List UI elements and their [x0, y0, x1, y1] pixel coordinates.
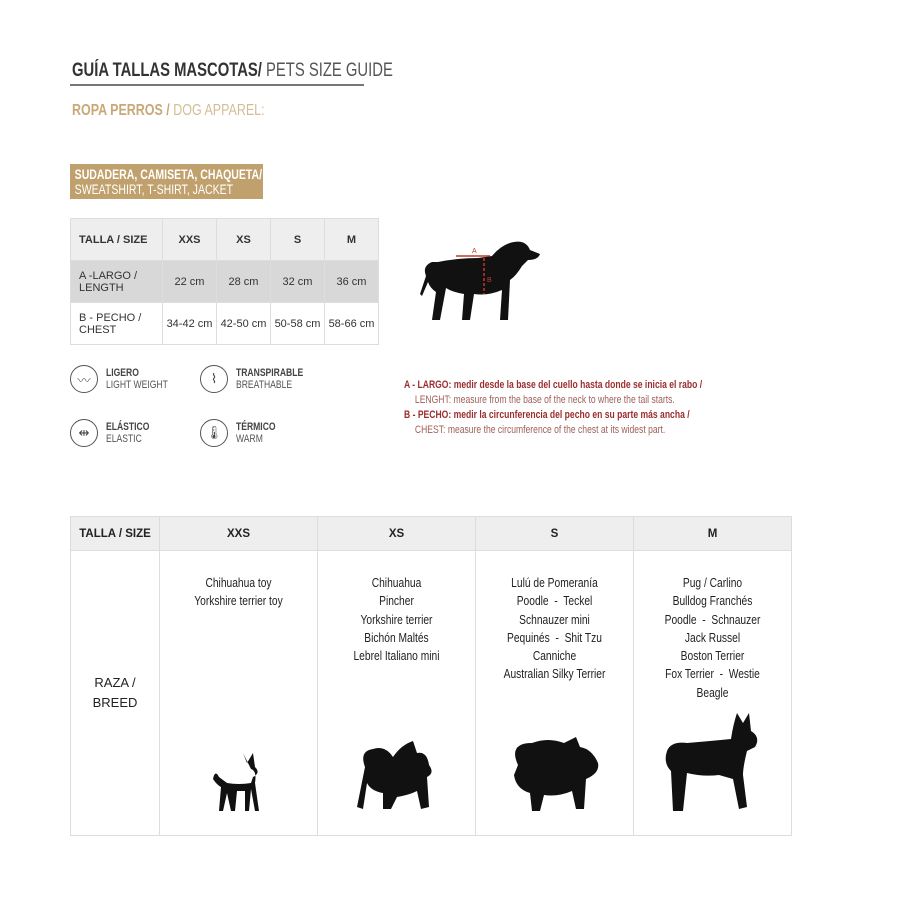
header-cell: S — [271, 219, 325, 261]
row-label: B - PECHO / CHEST — [71, 303, 163, 345]
dog-measurement-diagram — [418, 236, 544, 324]
breed-name: Bulldog Franchés — [672, 594, 753, 609]
cell: 22 cm — [163, 261, 217, 303]
feature-es: TÉRMICO — [236, 421, 276, 433]
table-row — [71, 551, 792, 836]
header-cell: XS — [217, 219, 271, 261]
header-cell: M — [325, 219, 379, 261]
breed-name: Lebrel Italiano mini — [353, 649, 440, 664]
breed-name: Pug / Carlino — [682, 576, 743, 590]
label-b: B — [487, 277, 492, 284]
breed-cell-m — [634, 551, 792, 836]
table-row — [71, 303, 379, 345]
breed-name: Fox Terrier - Westie — [665, 667, 760, 682]
feature-light-weight — [70, 365, 185, 393]
feature-en: WARM — [236, 433, 263, 445]
breed-name: Australian Silky Terrier — [503, 667, 606, 682]
dog-silhouette — [420, 242, 540, 320]
page-title — [72, 60, 393, 82]
french-bulldog-silhouette — [663, 711, 763, 813]
cell: 34-42 cm — [163, 303, 217, 345]
row-label-es: RAZA / — [94, 675, 136, 690]
note-chest-en: CHEST: measure the circumference of the chest at its widest part. — [414, 424, 666, 436]
breed-cell-xxs — [160, 551, 318, 836]
breed-name: Beagle — [696, 685, 729, 700]
pomeranian-silhouette — [508, 735, 602, 813]
header-cell: TALLA / SIZE — [71, 219, 163, 261]
stretch-icon: ⇹ — [70, 419, 98, 447]
header-cell: TALLA / SIZE — [71, 517, 160, 551]
feature-es: ELÁSTICO — [106, 421, 150, 433]
feather-icon: 〰 — [70, 365, 98, 393]
feature-es: TRANSPIRABLE — [236, 367, 304, 379]
breed-name: Yorkshire terrier — [360, 612, 433, 627]
cell: 28 cm — [217, 261, 271, 303]
title-divider — [70, 84, 364, 86]
breed-name: Canniche — [532, 649, 577, 664]
thermometer-icon: 🌡 — [200, 419, 228, 447]
cell: 32 cm — [271, 261, 325, 303]
cell: 42-50 cm — [217, 303, 271, 345]
feature-es: LIGERO — [106, 367, 139, 379]
feature-en: ELASTIC — [106, 433, 142, 445]
breed-name: Boston Terrier — [680, 649, 745, 664]
cell: 50-58 cm — [271, 303, 325, 345]
feature-breathable — [200, 365, 322, 393]
header-cell: XXS — [160, 517, 318, 551]
garment-label — [70, 164, 263, 199]
note-length-en: LENGHT: measure from the base of the neck to where the tail starts. — [414, 394, 675, 406]
papillon-silhouette — [357, 737, 437, 813]
subtitle-en: DOG APPAREL: — [173, 102, 265, 119]
breed-name: Yorkshire terrier toy — [194, 594, 283, 609]
label-a: A — [472, 248, 477, 255]
row-label-en: BREED — [92, 695, 138, 710]
title-es: GUÍA TALLAS MASCOTAS/ — [72, 60, 262, 81]
table-header-row — [71, 219, 379, 261]
header-cell: XS — [318, 517, 476, 551]
breed-name: Chihuahua toy — [205, 576, 272, 590]
feature-warm — [200, 419, 287, 447]
chihuahua-silhouette — [209, 749, 269, 813]
breed-name: Poodle - Schnauzer — [664, 612, 761, 627]
header-cell: XXS — [163, 219, 217, 261]
breathable-icon: ⌇ — [200, 365, 228, 393]
breed-cell-s — [476, 551, 634, 836]
breed-name: Pincher — [379, 594, 414, 609]
breed-name: Schnauzer mini — [519, 612, 590, 627]
row-label — [71, 551, 160, 836]
feature-en: LIGHT WEIGHT — [106, 379, 168, 391]
feature-en: BREATHABLE — [236, 379, 293, 391]
breed-name: Poodle - Teckel — [516, 594, 593, 609]
header-cell: S — [476, 517, 634, 551]
header-cell: M — [634, 517, 792, 551]
breed-table — [70, 516, 792, 836]
garment-es: SUDADERA, CAMISETA, CHAQUETA/ — [74, 167, 263, 182]
section-subtitle — [72, 102, 265, 120]
row-label: A -LARGO / LENGTH — [71, 261, 163, 303]
table-header-row — [71, 517, 792, 551]
note-length-es: A - LARGO: medir desde la base del cuello hasta donde se inicia el rabo / — [404, 379, 703, 391]
breed-name: Jack Russel — [684, 630, 741, 645]
cell: 58-66 cm — [325, 303, 379, 345]
table-row — [71, 261, 379, 303]
garment-en: SWEATSHIRT, T-SHIRT, JACKET — [74, 182, 234, 197]
note-chest-es: B - PECHO: medir la circunferencia del pecho en su parte más ancha / — [404, 409, 690, 421]
breed-name: Pequinés - Shit Tzu — [507, 630, 602, 645]
breed-name: Lulú de Pomeranía — [511, 576, 598, 590]
breed-cell-xs — [318, 551, 476, 836]
measurement-notes — [404, 378, 702, 438]
breed-name: Bichón Maltés — [364, 630, 429, 645]
subtitle-es: ROPA PERROS / — [72, 102, 170, 119]
breed-name: Chihuahua — [371, 576, 422, 590]
size-table — [70, 218, 379, 345]
feature-elastic — [70, 419, 162, 447]
cell: 36 cm — [325, 261, 379, 303]
title-en: PETS SIZE GUIDE — [266, 60, 393, 81]
